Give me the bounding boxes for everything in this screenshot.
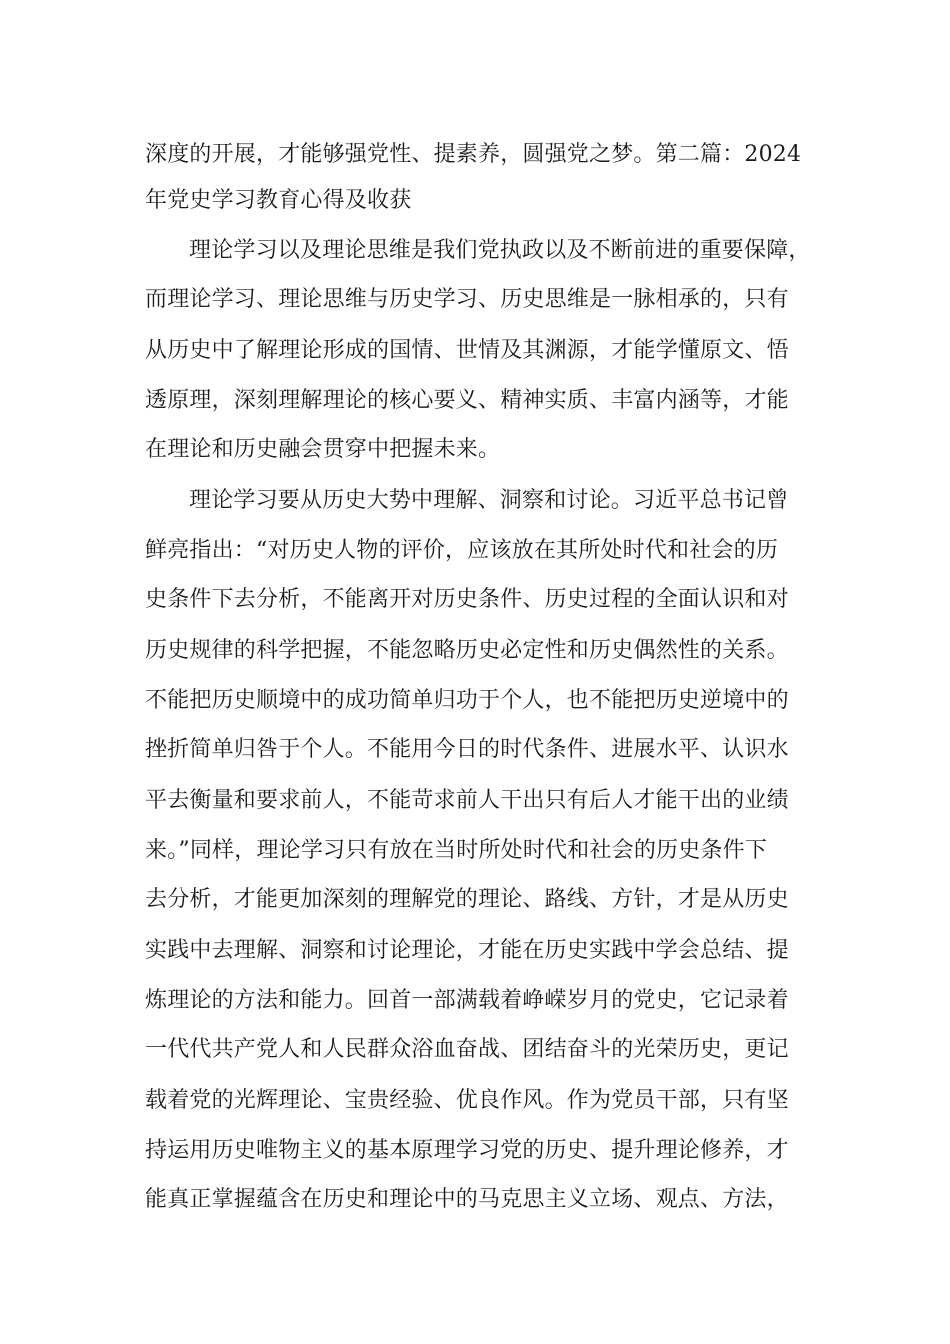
text-line: 理论学习要从历史大势中理解、洞察和讨论。习近平总书记曾: [189, 488, 789, 513]
text-line: 鲜亮指出：“对历史人物的评价，应该放在其所处时代和社会的历: [145, 538, 779, 563]
text-line: 史条件下去分析，不能离开对历史条件、历史过程的全面认识和对: [145, 587, 789, 612]
text-line: 炼理论的方法和能力。回首一部满载着峥嵘岁月的党史，它记录着: [145, 988, 789, 1013]
text-line: 实践中去理解、洞察和讨论理论，才能在历史实践中学会总结、提: [145, 938, 789, 963]
text-line: 历史规律的科学把握，不能忽略历史必定性和历史偶然性的关系。: [145, 638, 789, 663]
text-line: 载着党的光辉理论、宝贵经验、优良作风。作为党员干部，只有坚: [145, 1088, 789, 1113]
text-line: 透原理，深刻理解理论的核心要义、精神实质、丰富内涵等，才能: [145, 388, 789, 413]
text-line: 深度的开展，才能够强党性、提素养，圆强党之梦。第二篇：2024: [145, 142, 802, 167]
text-line: 平去衡量和要求前人，不能苛求前人干出只有后人才能干出的业绩: [145, 788, 789, 813]
text-line: 去分析，才能更加深刻的理解党的理论、路线、方针，才是从历史: [145, 887, 789, 912]
text-line: 理论学习以及理论思维是我们党执政以及不断前进的重要保障，: [189, 238, 811, 263]
text-line: 年党史学习教育心得及收获: [145, 188, 412, 213]
text-line: 来。”同样，理论学习只有放在当时所处时代和社会的历史条件下: [145, 838, 768, 863]
text-line: 能真正掌握蕴含在历史和理论中的马克思主义立场、观点、方法，: [145, 1187, 789, 1212]
text-line: 从历史中了解理论形成的国情、世情及其渊源，才能学懂原文、悟: [145, 338, 789, 363]
text-line: 一代代共产党人和人民群众浴血奋战、团结奋斗的光荣历史，更记: [145, 1037, 789, 1062]
text-line: 而理论学习、理论思维与历史学习、历史思维是一脉相承的，只有: [145, 287, 789, 312]
text-line: 持运用历史唯物主义的基本原理学习党的历史、提升理论修养，才: [145, 1138, 789, 1163]
text-line: 在理论和历史融会贯穿中把握未来。: [145, 437, 501, 462]
text-line: 挫折简单归咎于个人。不能用今日的时代条件、进展水平、认识水: [145, 737, 789, 762]
text-line: 不能把历史顺境中的成功简单归功于个人，也不能把历史逆境中的: [145, 688, 789, 713]
